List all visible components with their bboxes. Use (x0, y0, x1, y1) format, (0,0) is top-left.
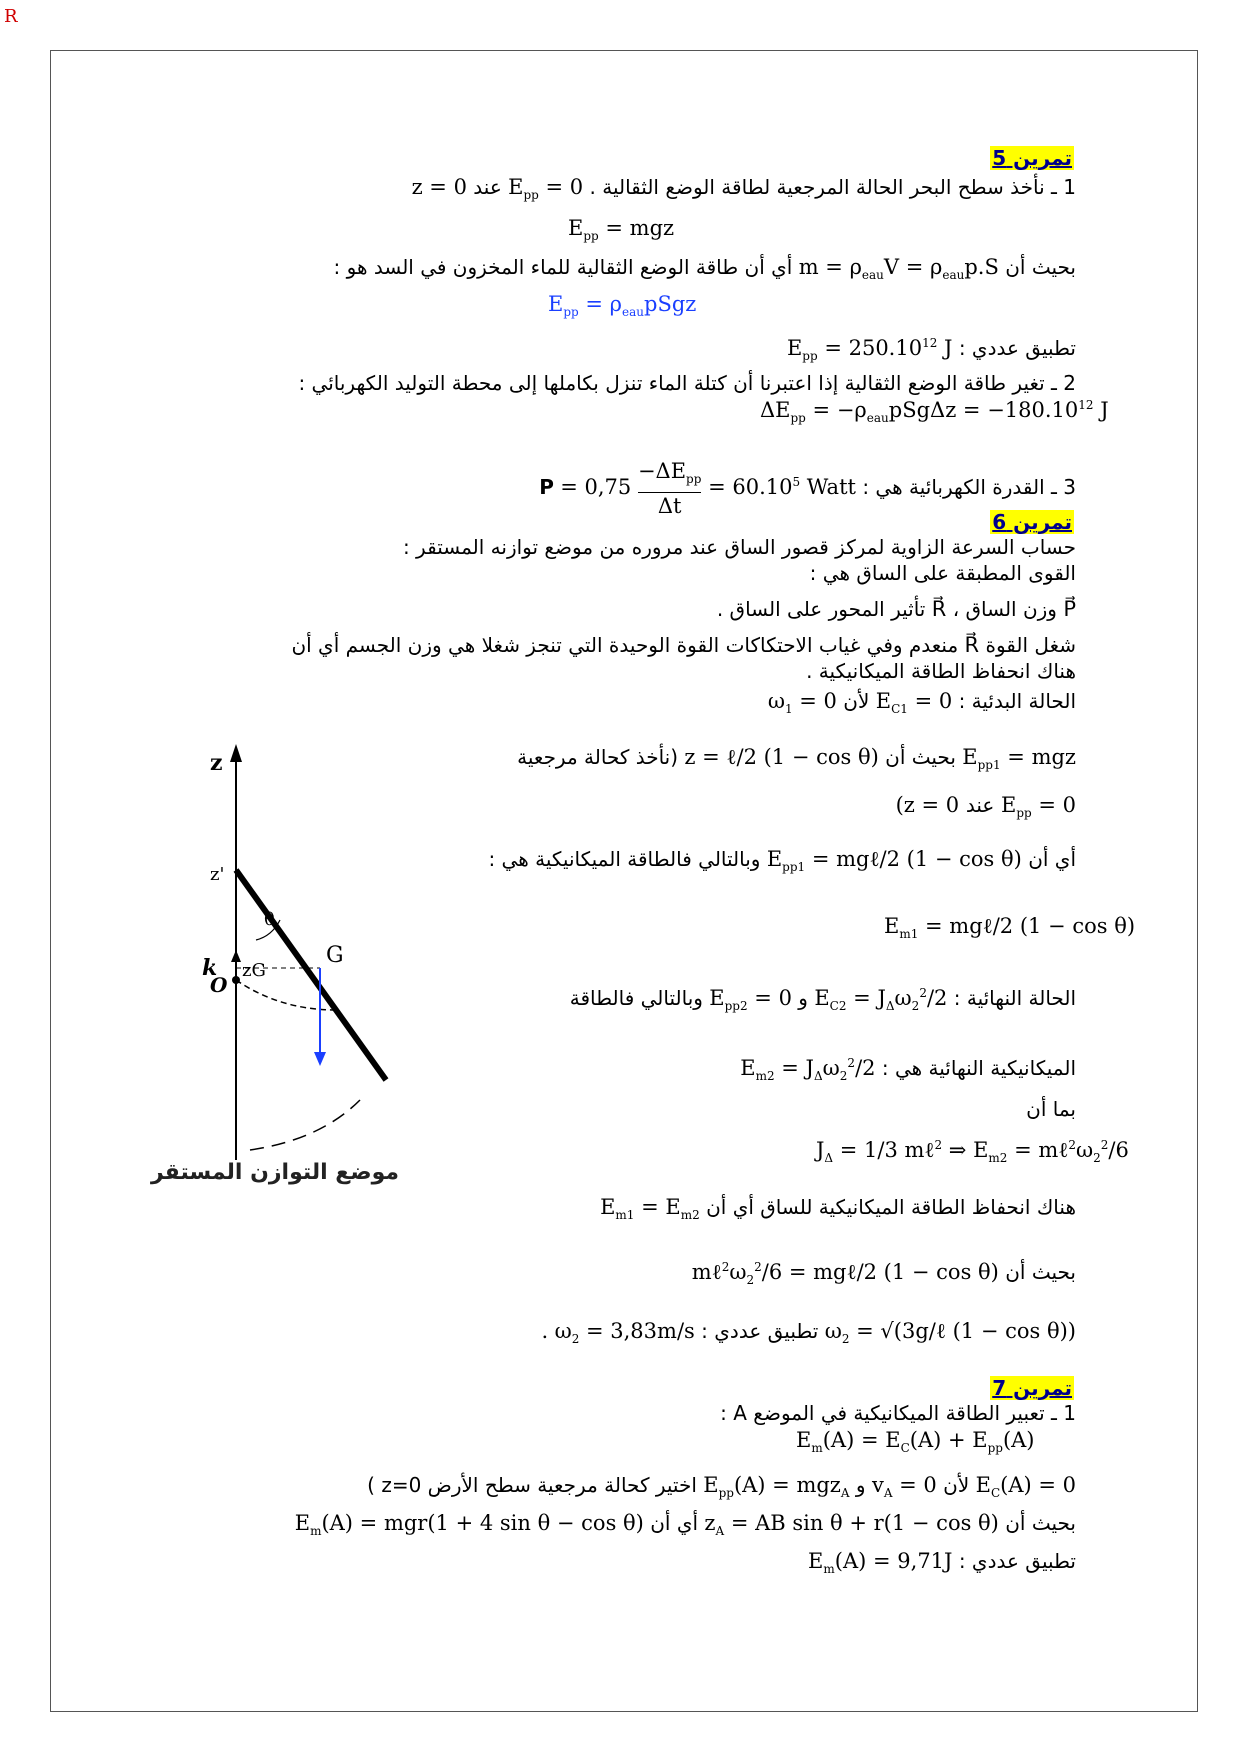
ex5-line-2: بحيث أن $m = \rho_{eau}V = \rho_{eau}p.S$ أي أن طاقة الوضع الثقالية للماء المخزون في السد هو : (333, 255, 1076, 283)
ex5-line-app: تطبيق عددي : $E_{pp} = 250.10^{12}$ J (786, 336, 1076, 364)
ex5-eq-epp-rho: $E_{pp}$ = $\rho_{eau}pSgz$ (548, 292, 697, 320)
fig-label-zprime: z' (210, 864, 225, 885)
ex5-line-4: 3 ـ القدرة الكهربائية هي : = 0,75 $-\Delta E_{pp}$ Δt = $60.10^5$ Watt P (539, 459, 1076, 519)
ex6-eq-j: $J_\Delta = 1/3$ mℓ$^2$ ⇒ $E_{m2}$ = $m\ell^2\omega_2^2/6$ (816, 1138, 1129, 1166)
fig-label-zg: zG (242, 960, 266, 981)
ex5-line-1: 1 ـ نأخذ سطح البحر الحالة المرجعية لطاقة الوضع الثقالية . $E_{pp} = 0$ عند z = 0 (411, 175, 1076, 203)
ex6-line-13: هناك انحفاظ الطاقة الميكانيكية للساق أي أن $E_{m1} = E_{m2}$ (600, 1195, 1076, 1223)
exercise-6-title: تمرين 6 (992, 510, 1072, 534)
ex7-line-3: بحيث أن $z_A$ = AB sin θ + r(1 − cos θ) أي أن $E_m(A) = mgr(1 + 4$ sin θ − cos θ) (294, 1511, 1076, 1539)
ex5-eq-epp: $E_{pp}$ = mgz (568, 216, 675, 244)
ex7-line-2: $E_C(A) = 0$ لأن $v_A = 0$ و $E_{pp}(A) = mgz_A$ اختير كحالة مرجعية سطح الأرض z=0 ) (367, 1473, 1076, 1501)
ex6-line-3: P⃗ وزن الساق ، R⃗ تأثير المحور على الساق . (716, 597, 1076, 621)
ex6-line-5: هناك انحفاظ الطاقة الميكانيكية . (806, 659, 1076, 683)
ex5-line-3: 2 ـ تغير طاقة الوضع الثقالية إذا اعتبرنا أن كتلة الماء تنزل بكاملها إلى محطة التوليد الكهربائي : (298, 371, 1076, 395)
rod-pendulum-figure (150, 730, 400, 1210)
ex6-line-10: الحالة النهائية : $E_{C2} = J_\Delta\omega_2^2/2$ و $E_{pp2} = 0$ وبالتالي فالطاقة (569, 986, 1076, 1014)
corner-mark: R (4, 6, 18, 27)
fig-label-g: G (326, 943, 344, 968)
exercise-7-title: تمرين 7 (992, 1376, 1072, 1400)
ex6-line-4: شغل القوة R⃗ منعدم وفي غياب الاحتكاكات القوة الوحيدة التي تنجز شغلا هي وزن الجسم أي أن (291, 633, 1076, 657)
ex6-line-12: بما أن (1026, 1097, 1076, 1121)
figure-caption: موضع التوازن المستقر (150, 1160, 399, 1185)
fig-label-z: z (210, 750, 223, 776)
fig-label-theta: θ (264, 909, 275, 930)
ex6-line-11: الميكانيكية النهائية هي : $E_{m2} = J_\Delta\omega_2^2/2$ (740, 1056, 1076, 1084)
ex7-line-4: تطبيق عددي : $E_m(A) = 9,71J$ (808, 1549, 1076, 1577)
ex7-eq-em: $E_m(A) = E_C(A) + E_{pp}(A)$ (796, 1428, 1035, 1456)
ex6-line-8: (z = 0 عند $E_{pp} = 0$ (895, 793, 1076, 821)
ex6-line-7: $E_{pp1}$ = mgz بحيث أن z = ℓ/2 (1 − cos θ) (نأخذ كحالة مرجعية (517, 745, 1076, 773)
exercise-5-title: تمرين 5 (992, 146, 1072, 170)
fig-label-k: k (202, 955, 218, 981)
ex7-line-1: 1 ـ تعبير الطاقة الميكانيكية في الموضع A : (720, 1401, 1076, 1425)
ex6-line-1: حساب السرعة الزاوية لمركز قصور الساق عند مروره من موضع توازنه المستقر : (402, 535, 1076, 559)
fig-label-o: O (210, 973, 228, 997)
ex6-line-6: الحالة البدئية : $E_{C1} = 0$ لأن $\omega_1 = 0$ (767, 689, 1076, 717)
ex6-line-2: القوى المطبقة على الساق هي : (809, 561, 1076, 585)
ex6-line-15: $\omega_2$ = √(3g/ℓ (1 − cos θ)) تطبيق عددي : $\omega_2 = 3,83m/s$ . (541, 1319, 1076, 1347)
ex6-line-14: بحيث أن $m\ell^2\omega_2^2/6$ = mgℓ/2 (1 − cos θ) (691, 1260, 1076, 1288)
ex6-eq-em1: $E_{m1}$ = mgℓ/2 (1 − cos θ) (884, 914, 1136, 942)
ex5-eq-delta: $\Delta E_{pp} = -\rho_{eau}pSg\Delta z = -180.10^{12}$ J (760, 398, 1109, 426)
ex6-line-9: أي أن $E_{pp1}$ = mgℓ/2 (1 − cos θ) وبالتالي فالطاقة الميكانيكية هي : (488, 847, 1076, 875)
